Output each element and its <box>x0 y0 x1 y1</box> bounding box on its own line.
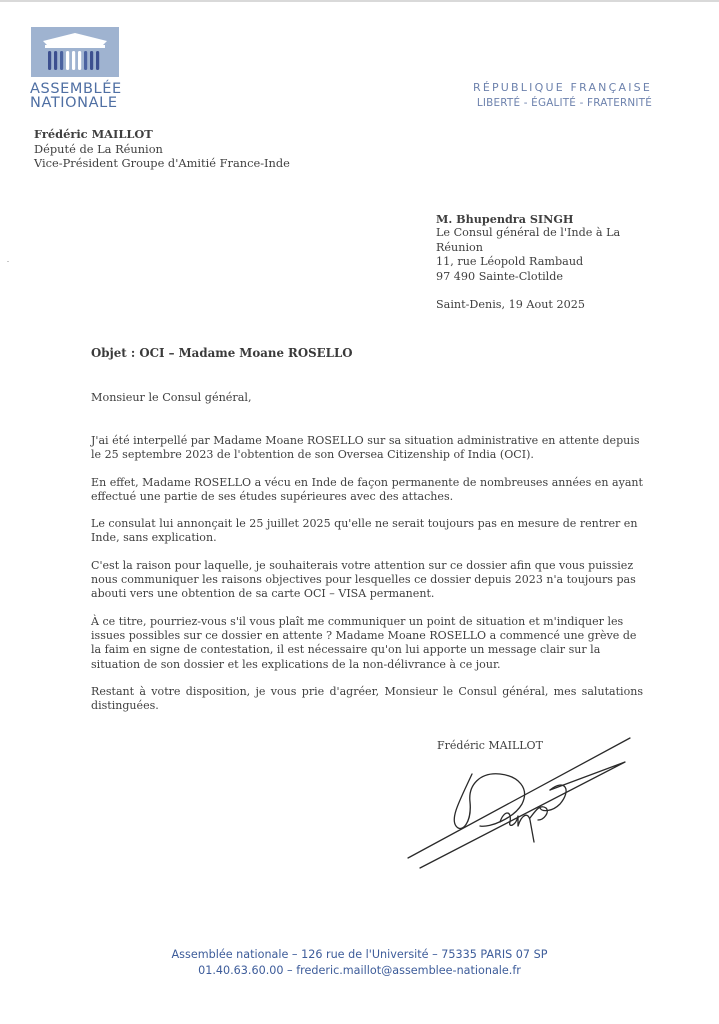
letter-subject: Objet : OCI – Madame Moane ROSELLO <box>91 346 353 360</box>
paragraph: En effet, Madame ROSELLO a vécu en Inde de façon permanente de nombreuses années en ayant effectué une partie de ses études supérieures avec des attaches. <box>91 475 643 503</box>
republique-title: RÉPUBLIQUE FRANÇAISE <box>472 81 652 94</box>
letter-date: Saint-Denis, 19 Aout 2025 <box>436 298 585 312</box>
logo-line-1: ASSEMBLÉE <box>30 81 122 97</box>
paragraph: J'ai été interpellé par Madame Moane ROSELLO sur sa situation administrative en attente depuis le 25 septembre 2023 de l'obtention de son Oversea Citizenship of India (OCI). <box>91 434 640 462</box>
recipient-address-1: 11, rue Léopold Rambaud <box>436 255 584 269</box>
paragraph: Restant à votre disposition, je vous prie d'agréer, Monsieur le Consul général, mes salutations distinguées. <box>91 684 643 713</box>
letter-body <box>91 434 643 726</box>
republique-motto: LIBERTÉ - ÉGALITÉ - FRATERNITÉ <box>476 97 652 109</box>
republique-francaise-header <box>473 80 652 111</box>
paragraph: À ce titre, pourriez-vous s'il vous plaît me communiquer un point de situation et m'indiquer les issues possibles sur ce dossier en attente ? Madame Moane ROSELLO a commencé une grève de la faim en signe de contestation, il est nécessaire qu'on lui apporte un message clair sur la situation de son dossier et les explications de la non-délivrance à ce jour. <box>91 614 637 671</box>
signer-name: Frédéric MAILLOT <box>437 739 543 752</box>
assemblee-nationale-logo <box>30 27 122 110</box>
footer-address: Assemblée nationale – 126 rue de l'Université – 75335 PARIS 07 SP <box>171 948 548 961</box>
sender-block <box>34 127 290 171</box>
page-footer <box>0 947 719 979</box>
paragraph: Le consulat lui annonçait le 25 juillet 2025 qu'elle ne serait toujours pas en mesure de rentrer en Inde, sans explication. <box>91 517 638 545</box>
page-edge <box>0 0 719 2</box>
recipient-title: Le Consul général de l'Inde à La Réunion <box>436 226 621 254</box>
parliament-building-icon <box>31 27 119 77</box>
scan-speck <box>7 261 9 262</box>
sender-name: Frédéric MAILLOT <box>34 127 153 141</box>
handwritten-signature-icon <box>400 730 650 884</box>
sender-role: Député de La Réunion <box>34 141 163 156</box>
paragraph: C'est la raison pour laquelle, je souhaiterais votre attention sur ce dossier afin que vous puissiez nous communiquer les raisons objectives pour lesquelles ce dossier depuis 2023 n'a toujours pas abouti vers une obtention de sa carte OCI – VISA permanent. <box>91 558 636 601</box>
recipient-address-2: 97 490 Sainte-Clotilde <box>436 269 564 283</box>
sender-role-2: Vice-Président Groupe d'Amitié France-Inde <box>34 156 290 170</box>
logo-line-2: NATIONALE <box>30 95 118 111</box>
logo-wordmark <box>30 82 122 110</box>
recipient-name: M. Bhupendra SINGH <box>436 212 574 226</box>
salutation: Monsieur le Consul général, <box>91 391 252 404</box>
recipient-block <box>436 212 636 312</box>
footer-contact: 01.40.63.60.00 – frederic.maillot@assemblee-nationale.fr <box>198 964 521 977</box>
